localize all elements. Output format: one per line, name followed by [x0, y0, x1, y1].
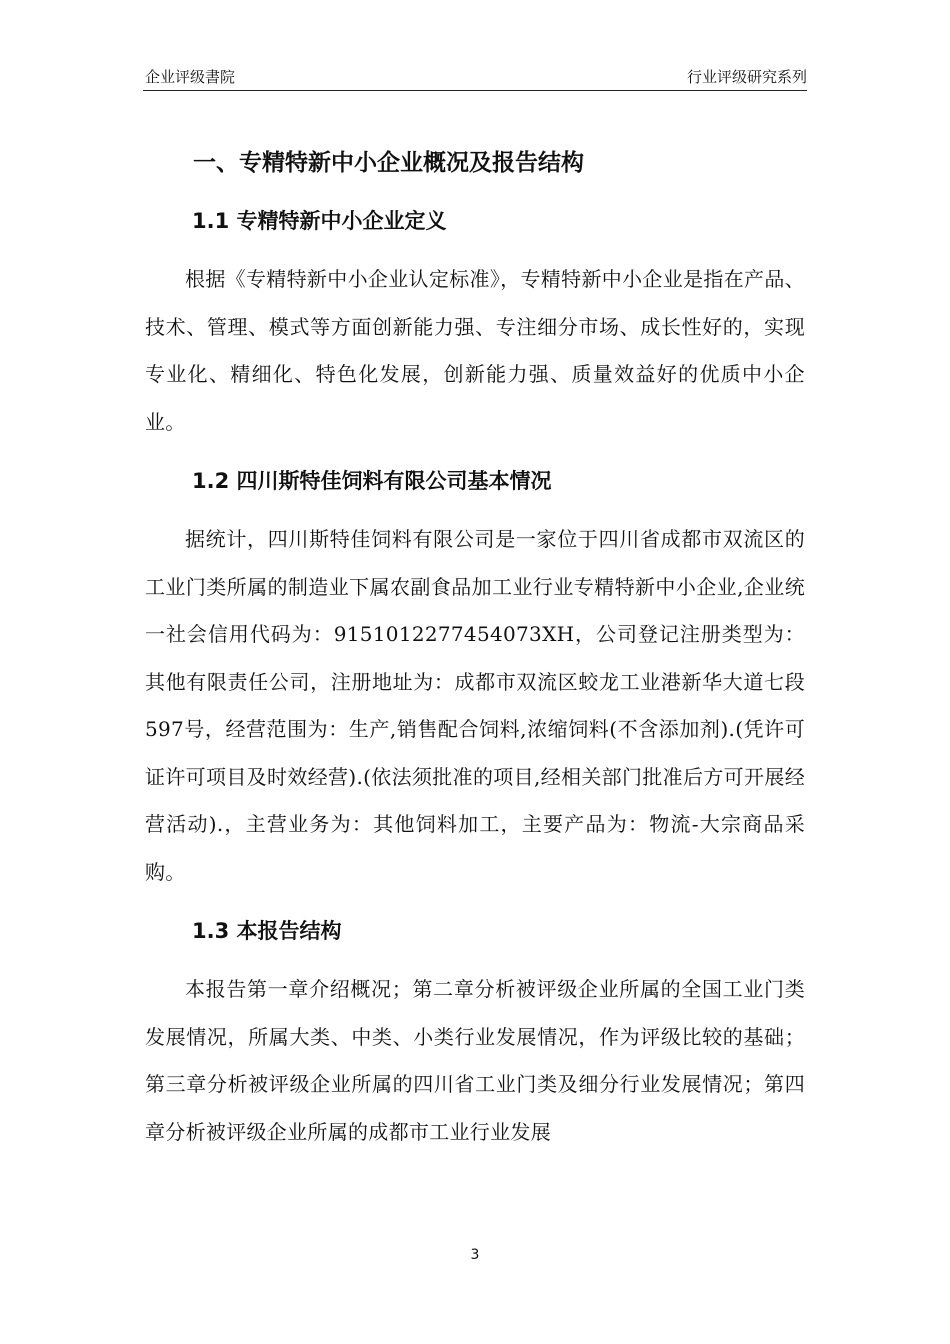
section-title-1-2: 1.2 四川斯特佳饲料有限公司基本情况 — [192, 469, 552, 493]
paragraph-definition: 根据《专精特新中小企业认定标准》，专精特新中小企业是指在产品、技术、管理、模式等方面创新能力强、专注细分市场、成长性好的，实现专业化、精细化、特色化发展，创新能力强、质量效益好的优质中小企业。 — [145, 267, 805, 434]
header-divider — [143, 90, 807, 91]
chapter-title: 一、专精特新中小企业概况及报告结构 — [193, 150, 584, 176]
page-body — [145, 138, 805, 1156]
header-left: 企业评级書院 — [145, 68, 236, 86]
header-right: 行业评级研究系列 — [686, 68, 807, 86]
paragraph-company-info: 据统计，四川斯特佳饲料有限公司是一家位于四川省成都市双流区的工业门类所属的制造业下属农副食品加工业行业专精特新中小企业,企业统一社会信用代码为：9151012277454073XH，公司登记注册类型为：其他有限责任公司，注册地址为：成都市双流区蛟龙工业港新华大道七段597号，经营范围为：生产,销售配合饲料,浓缩饲料(不含添加剂).(凭许可证许可项目及时效经营).(依法须批准的项目,经相关部门批准后方可开展经营活动).，主营业务为：其他饲料加工，主要产品为：物流-大宗商品采购。 — [145, 527, 805, 884]
section-title-1-3: 1.3 本报告结构 — [192, 919, 342, 943]
page-number: 3 — [470, 1247, 480, 1263]
paragraph-report-structure: 本报告第一章介绍概况；第二章分析被评级企业所属的全国工业门类发展情况，所属大类、中类、小类行业发展情况，作为评级比较的基础；第三章分析被评级企业所属的四川省工业门类及细分行业发展情况；第四章分析被评级企业所属的成都市工业行业发展 — [145, 977, 805, 1144]
section-title-1-1: 1.1 专精特新中小企业定义 — [192, 209, 447, 233]
